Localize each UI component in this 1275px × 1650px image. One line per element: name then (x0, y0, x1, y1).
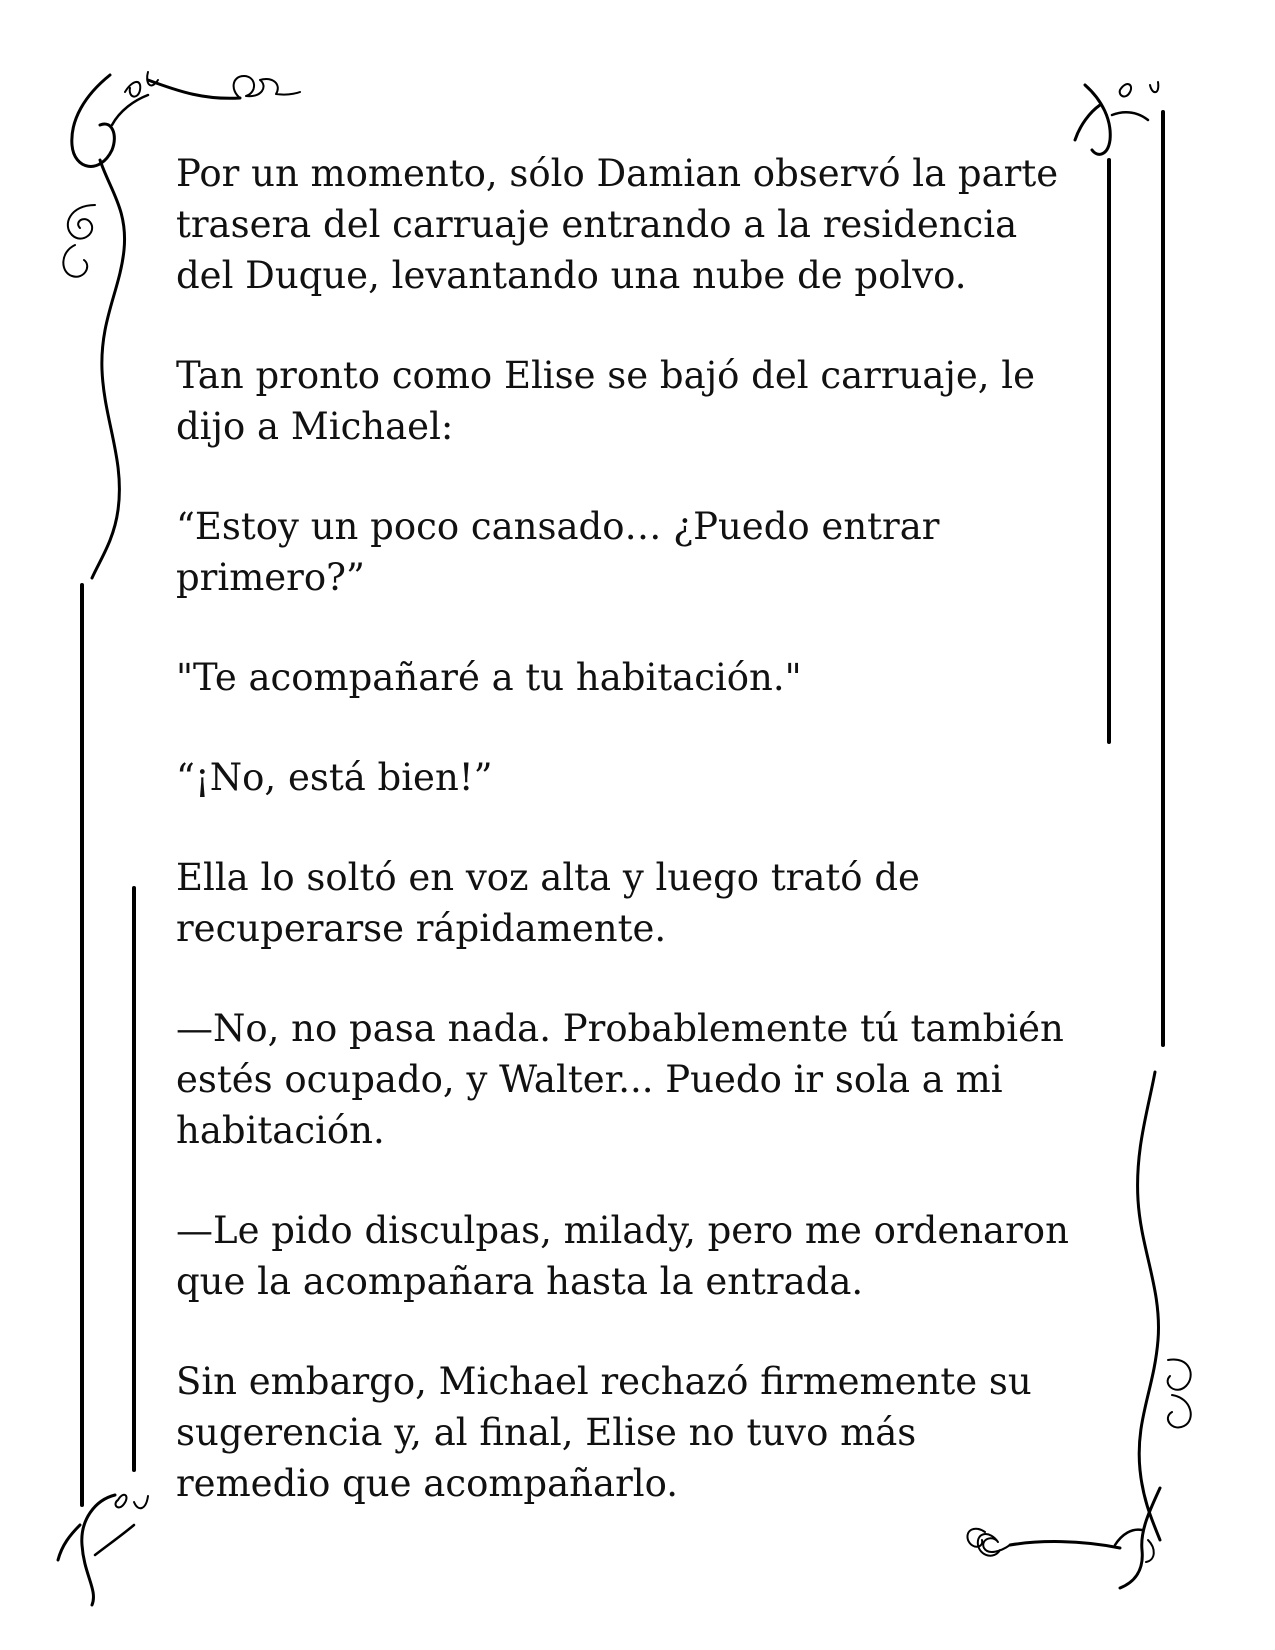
paragraph-4: "Te acompañaré a tu habitación." (176, 656, 802, 699)
paragraph-9: Sin embargo, Michael rechazó firmemente su sugerencia y, al final, Elise no tuvo más remedio que acompañarlo. (176, 1360, 1032, 1505)
paragraph-1: Por un momento, sólo Damian observó la parte trasera del carruaje entrando a la residencia del Duque, levantando una nube de polvo. (176, 152, 1059, 297)
story-text (176, 148, 1116, 1509)
bottom-left-flourish-icon (58, 1495, 148, 1605)
top-right-flourish-icon (1075, 82, 1158, 154)
paragraph-5: “¡No, está bien!” (176, 756, 493, 799)
paragraph-2: Tan pronto como Elise se bajó del carruaje, le dijo a Michael: (176, 354, 1036, 448)
paragraph-7: —No, no pasa nada. Probablemente tú también estés ocupado, y Walter... Puedo ir sola a mi habitación. (176, 1007, 1064, 1152)
paragraph-6: Ella lo soltó en voz alta y luego trató de recuperarse rápidamente. (176, 856, 920, 950)
paragraph-3: “Estoy un poco cansado… ¿Puedo entrar primero?” (176, 505, 940, 599)
paragraph-8: —Le pido disculpas, milady, pero me ordenaron que la acompañara hasta la entrada. (176, 1209, 1069, 1303)
